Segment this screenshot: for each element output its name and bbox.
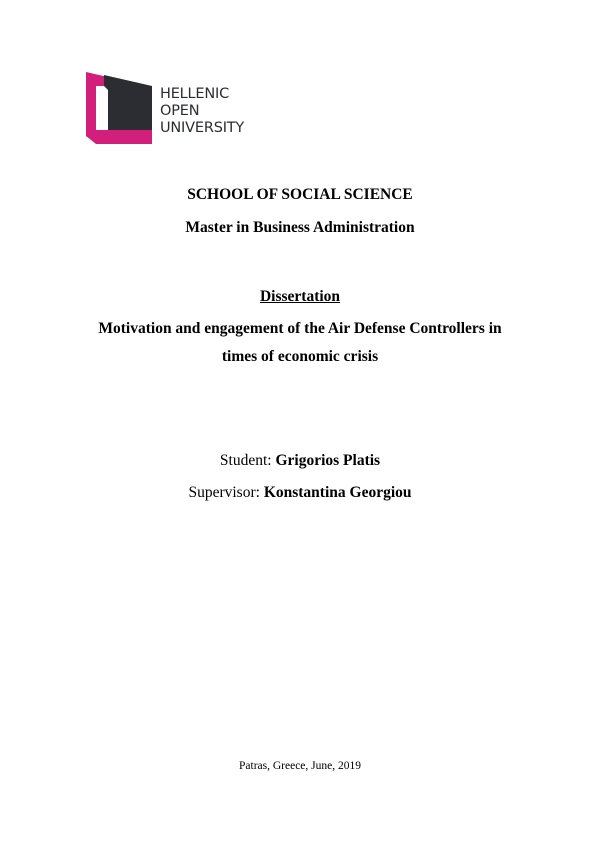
university-logo <box>86 72 256 144</box>
program-heading: Master in Business Administration <box>185 219 415 236</box>
place-date: Patras, Greece, June, 2019 <box>239 760 361 772</box>
supervisor-label: Supervisor: <box>188 484 264 501</box>
dissertation-title-line-1: Motivation and engagement of the Air Defense Controllers in <box>98 320 502 337</box>
dissertation-label: Dissertation <box>259 288 341 305</box>
dissertation-title-line-2: times of economic crisis <box>221 348 379 365</box>
supervisor-name: Konstantina Georgiou <box>263 484 412 501</box>
hou-logo-mark <box>86 72 156 144</box>
logo-line-university: UNIVERSITY <box>160 120 245 136</box>
student-name: Grigorios Platis <box>275 452 381 469</box>
logo-wordmark <box>160 86 244 137</box>
supervisor-line <box>0 484 600 502</box>
logo-line-open: OPEN <box>160 103 200 119</box>
logo-line-hellenic: HELLENIC <box>160 86 230 102</box>
student-line <box>0 452 600 470</box>
school-heading: SCHOOL OF SOCIAL SCIENCE <box>187 186 413 203</box>
student-label: Student: <box>219 452 276 469</box>
logo-magenta-notch <box>144 88 152 106</box>
